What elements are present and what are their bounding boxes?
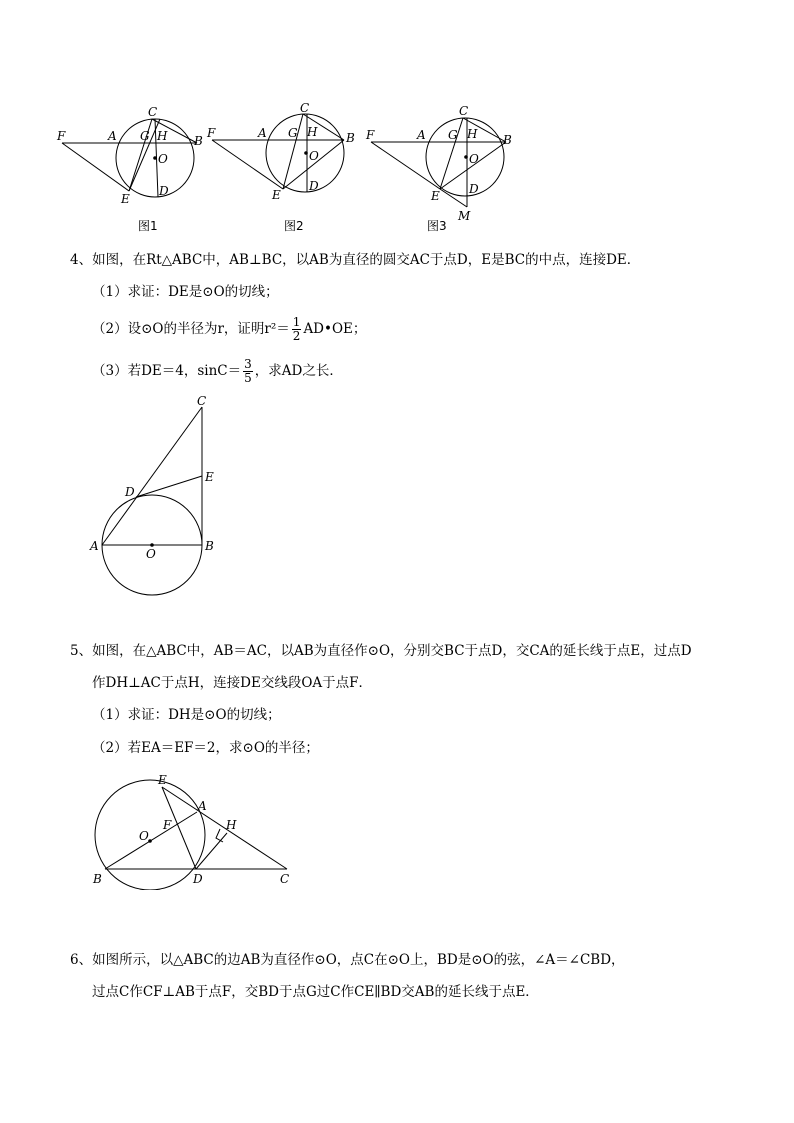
q4-part3-post: ，求AD之长． (254, 363, 343, 379)
q5-line2: 作DH⊥AC于点H，连接DE交线段OA于点F． (92, 675, 373, 691)
fig2-label-G: G (288, 126, 298, 140)
fig3-label-B: B (503, 133, 512, 147)
top-figures (0, 95, 794, 240)
q5-label-H: H (226, 818, 237, 832)
fig2-label-C: C (300, 101, 310, 115)
q5-label-C: C (280, 872, 290, 886)
q4-label-D: D (125, 485, 135, 499)
fig2-label-O: O (309, 149, 319, 163)
fig3-label-F: F (366, 128, 375, 142)
fig3-label-E: E (431, 189, 440, 203)
fig3-label-O: O (469, 152, 479, 166)
q6-line1: 6、如图所示，以△ABC的边AB为直径作⊙O，点C在⊙O上，BD是⊙O的弦，∠A＝∠CBD， (70, 952, 625, 968)
caption-fig2: 图2 (284, 219, 304, 233)
q4-part3-num: 3 (244, 357, 252, 371)
fig1-label-A: A (108, 129, 117, 143)
fig2-label-E: E (272, 188, 281, 202)
q5-label-B: B (93, 872, 102, 886)
q4-label-A: A (90, 539, 99, 553)
fig1-label-C: C (148, 105, 158, 119)
q5-label-A: A (198, 799, 207, 813)
fig3-label-H: H (467, 127, 478, 141)
fig2-label-F: F (207, 126, 216, 140)
fig1-label-O: O (158, 152, 168, 166)
q6-line2: 过点C作CF⊥AB于点F，交BD于点G过C作CE∥BD交AB的延长线于点E． (92, 984, 539, 1000)
q4-part2 (92, 316, 366, 343)
q4-part3-pre: （3）若DE＝4，sinC＝ (92, 363, 242, 379)
fig3-label-D: D (469, 182, 479, 196)
q4-label-O: O (146, 547, 156, 561)
fig1-label-F: F (57, 129, 66, 143)
q4-stem: 4、如图，在Rt△ABC中，AB⊥BC，以AB为直径的圆交AC于点D，E是BC的中点，连接DE． (70, 252, 641, 268)
figure-1 (62, 119, 197, 197)
fig3-label-C: C (459, 104, 469, 118)
q5-line1: 5、如图，在△ABC中，AB＝AC，以AB为直径作⊙O，分别交BC于点D，交CA的延长线于点E，过点D (70, 643, 692, 659)
q4-part2-fraction (292, 316, 302, 343)
q4-part2-pre: （2）设⊙O的半径为r，证明r²＝ (92, 321, 290, 337)
q5-label-O: O (139, 829, 149, 843)
fig2-label-H: H (307, 125, 318, 139)
fig3-label-M: M (458, 209, 471, 223)
q4-label-C: C (197, 394, 207, 408)
fig2-label-B: B (346, 131, 355, 145)
q4-part1: （1）求证：DE是⊙O的切线； (92, 284, 279, 300)
q4-label-E: E (205, 470, 214, 484)
q5-label-D: D (193, 872, 203, 886)
q5-label-E: E (158, 773, 167, 787)
figure-2 (212, 114, 344, 192)
q5-part2: （2）若EA＝EF＝2，求⊙O的半径； (92, 740, 319, 756)
fig1-label-G: G (140, 129, 150, 143)
fig3-label-A: A (417, 128, 426, 142)
q4-part2-post: AD•OE； (303, 321, 367, 337)
q4-part3 (92, 358, 343, 385)
q4-figure (0, 390, 300, 600)
q4-part3-fraction (243, 358, 253, 385)
q4-part2-num: 1 (292, 315, 301, 329)
q4-part3-den: 5 (244, 371, 252, 385)
fig1-label-D: D (159, 184, 169, 198)
caption-fig1: 图1 (138, 219, 158, 233)
q5-label-F: F (163, 818, 172, 832)
fig1-label-H: H (157, 129, 168, 143)
fig3-label-G: G (448, 128, 458, 142)
q5-figure (0, 770, 320, 890)
fig1-label-B: B (194, 134, 203, 148)
q5-part1: （1）求证：DH是⊙O的切线； (92, 707, 281, 723)
q4-label-B: B (205, 539, 214, 553)
fig2-label-A: A (258, 126, 267, 140)
caption-fig3: 图3 (427, 219, 447, 233)
fig1-label-E: E (121, 192, 130, 206)
q4-part2-den: 2 (292, 329, 301, 343)
fig2-label-D: D (309, 179, 319, 193)
